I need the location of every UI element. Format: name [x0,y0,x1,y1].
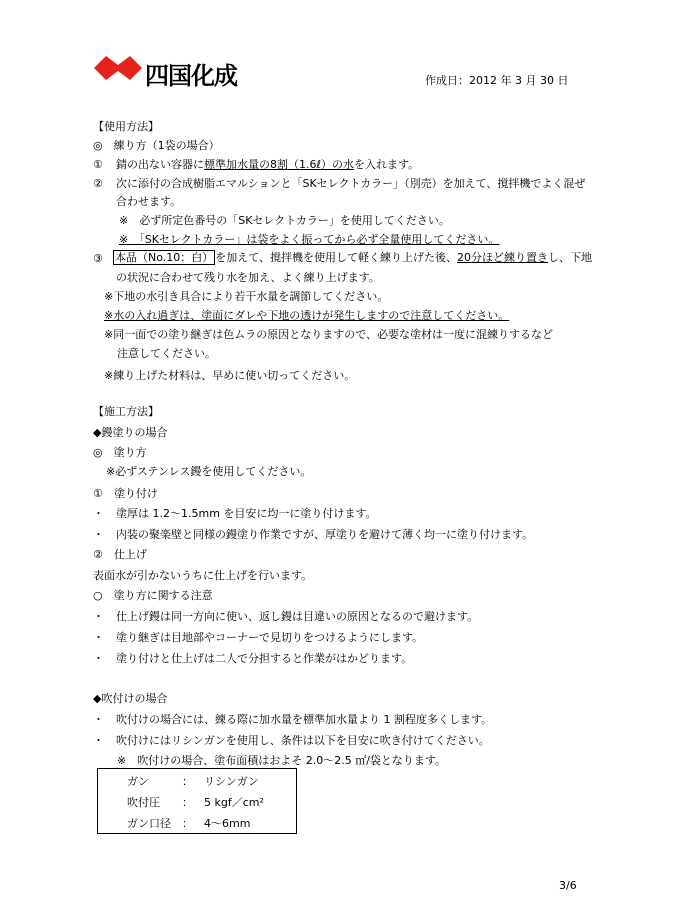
bullet: ・ [93,734,104,747]
note-color-unevenness-2: 注意してください。 [117,347,216,360]
step3-number: ③ [93,252,103,265]
step1-pre: 錆の出ない容器に [116,158,204,171]
step2-note2: ※ 「SKセレクトカラー」は袋をよく振ってから必ず全量使用してください。 [119,233,500,246]
step2-line2: 合わせます。 [116,195,182,208]
bullet: ・ [93,528,104,541]
step3-post: し、下地 [548,251,593,264]
construction-heading: 【施工方法】 [93,405,159,418]
caution-bullet-3: 塗り付けと仕上げは二人で分担すると作業がはかどります。 [116,652,413,665]
spec-key: ガン [127,775,149,788]
step3-underlined: 20分ほど練り置き [457,251,549,264]
spec-value: 5 kgf／cm² [204,796,264,809]
spec-colon: ： [182,817,193,830]
spray-spec-table [97,768,297,834]
page-number: 3/6 [559,879,577,892]
nurikata-title: ◎ 塗り方 [93,446,147,459]
bullet: ・ [93,652,104,665]
spec-key: 吹付圧 [127,796,160,809]
step2-line1: 次に添付の合成樹脂エマルションと「SKセレクトカラー」（別売）を加えて、撹拌機でよく混ぜ [116,177,586,190]
step3-line2: の状況に合わせて残り水を加え、よく練り上げます。 [116,271,380,284]
step2-number: ② [93,177,103,190]
trowel-title: ◆鏝塗りの場合 [93,426,168,439]
bullet: ・ [93,610,104,623]
spray-title: ◆吹付けの場合 [93,692,168,705]
spec-colon: ： [182,796,193,809]
bullet: ・ [93,631,104,644]
note-use-promptly: ※練り上げた材料は、早めに使い切ってください。 [104,369,356,382]
mix-title: ◎ 練り方（1袋の場合） [93,139,220,152]
step3-mid: を加えて、撹拌機を使用して軽く練り上げた後、 [215,251,458,264]
caution-bullet-2: 塗り継ぎは目地部やコーナーで見切りをつけるようにします。 [116,631,424,644]
step1-number: ① [93,158,103,171]
step1-post: を入れます。 [354,158,420,171]
note-color-unevenness-1: ※同一面での塗り継ぎは色ムラの原因となりますので、必要な塗材は一度に混練りするなど [104,328,553,341]
company-logo [94,53,264,90]
finish-text: 表面水が引かないうちに仕上げを行います。 [93,569,313,582]
note-water-absorption: ※下地の水引き具合により若干水量を調節してください。 [104,290,389,303]
spec-colon: ： [182,775,193,788]
apply-bullet-1: 塗厚は 1.2～1.5mm を目安に均一に塗り付けます。 [116,507,377,520]
spec-value: リシンガン [204,775,259,788]
step3-text [113,251,592,265]
caution-bullet-1: 仕上げ鏝は同一方向に使い、返し鏝は目違いの原因となるので避けます。 [116,610,479,623]
stainless-note: ※必ずステンレス鏝を使用してください。 [106,465,312,478]
creation-date: 作成日：2012 年 3 月 30 日 [425,74,569,87]
finish-title: ② 仕上げ [93,548,147,561]
step2-note1: ※ 必ず所定色番号の「SKセレクトカラー」を使用してください。 [119,214,450,227]
spec-value: 4～6mm [204,817,251,830]
bullet: ・ [93,507,104,520]
product-box: 本品（No.10：白） [115,251,214,264]
spray-note: ※ 吹付けの場合、塗布面積はおよそ 2.0～2.5 ㎡/袋となります。 [117,754,447,767]
apply-bullet-2: 内装の聚楽壁と同様の鏝塗り作業ですが、厚塗りを避けて薄く均一に塗り付けます。 [116,528,534,541]
step1-text [116,158,419,172]
usage-heading: 【使用方法】 [93,120,159,133]
company-name: 四国化成 [145,62,237,90]
note-excess-water: ※水の入れ過ぎは、塗面にダレや下地の透けが発生しますので注意してください。 [104,309,510,322]
step1-underlined: 標準加水量の8割（1.6ℓ）の水 [204,158,355,171]
spray-bullet-2: 吹付けにはリシンガンを使用し、条件は以下を目安に吹き付けてください。 [116,734,490,747]
apply-title: ① 塗り付け [93,487,158,500]
caution-title: ○ 塗り方に関する注意 [93,589,213,602]
spec-key: ガン口径 [127,817,171,830]
spray-bullet-1: 吹付けの場合には、練る際に加水量を標準加水量より 1 割程度多くします。 [116,713,493,726]
logo-mark-icon [94,53,142,83]
bullet: ・ [93,713,104,726]
